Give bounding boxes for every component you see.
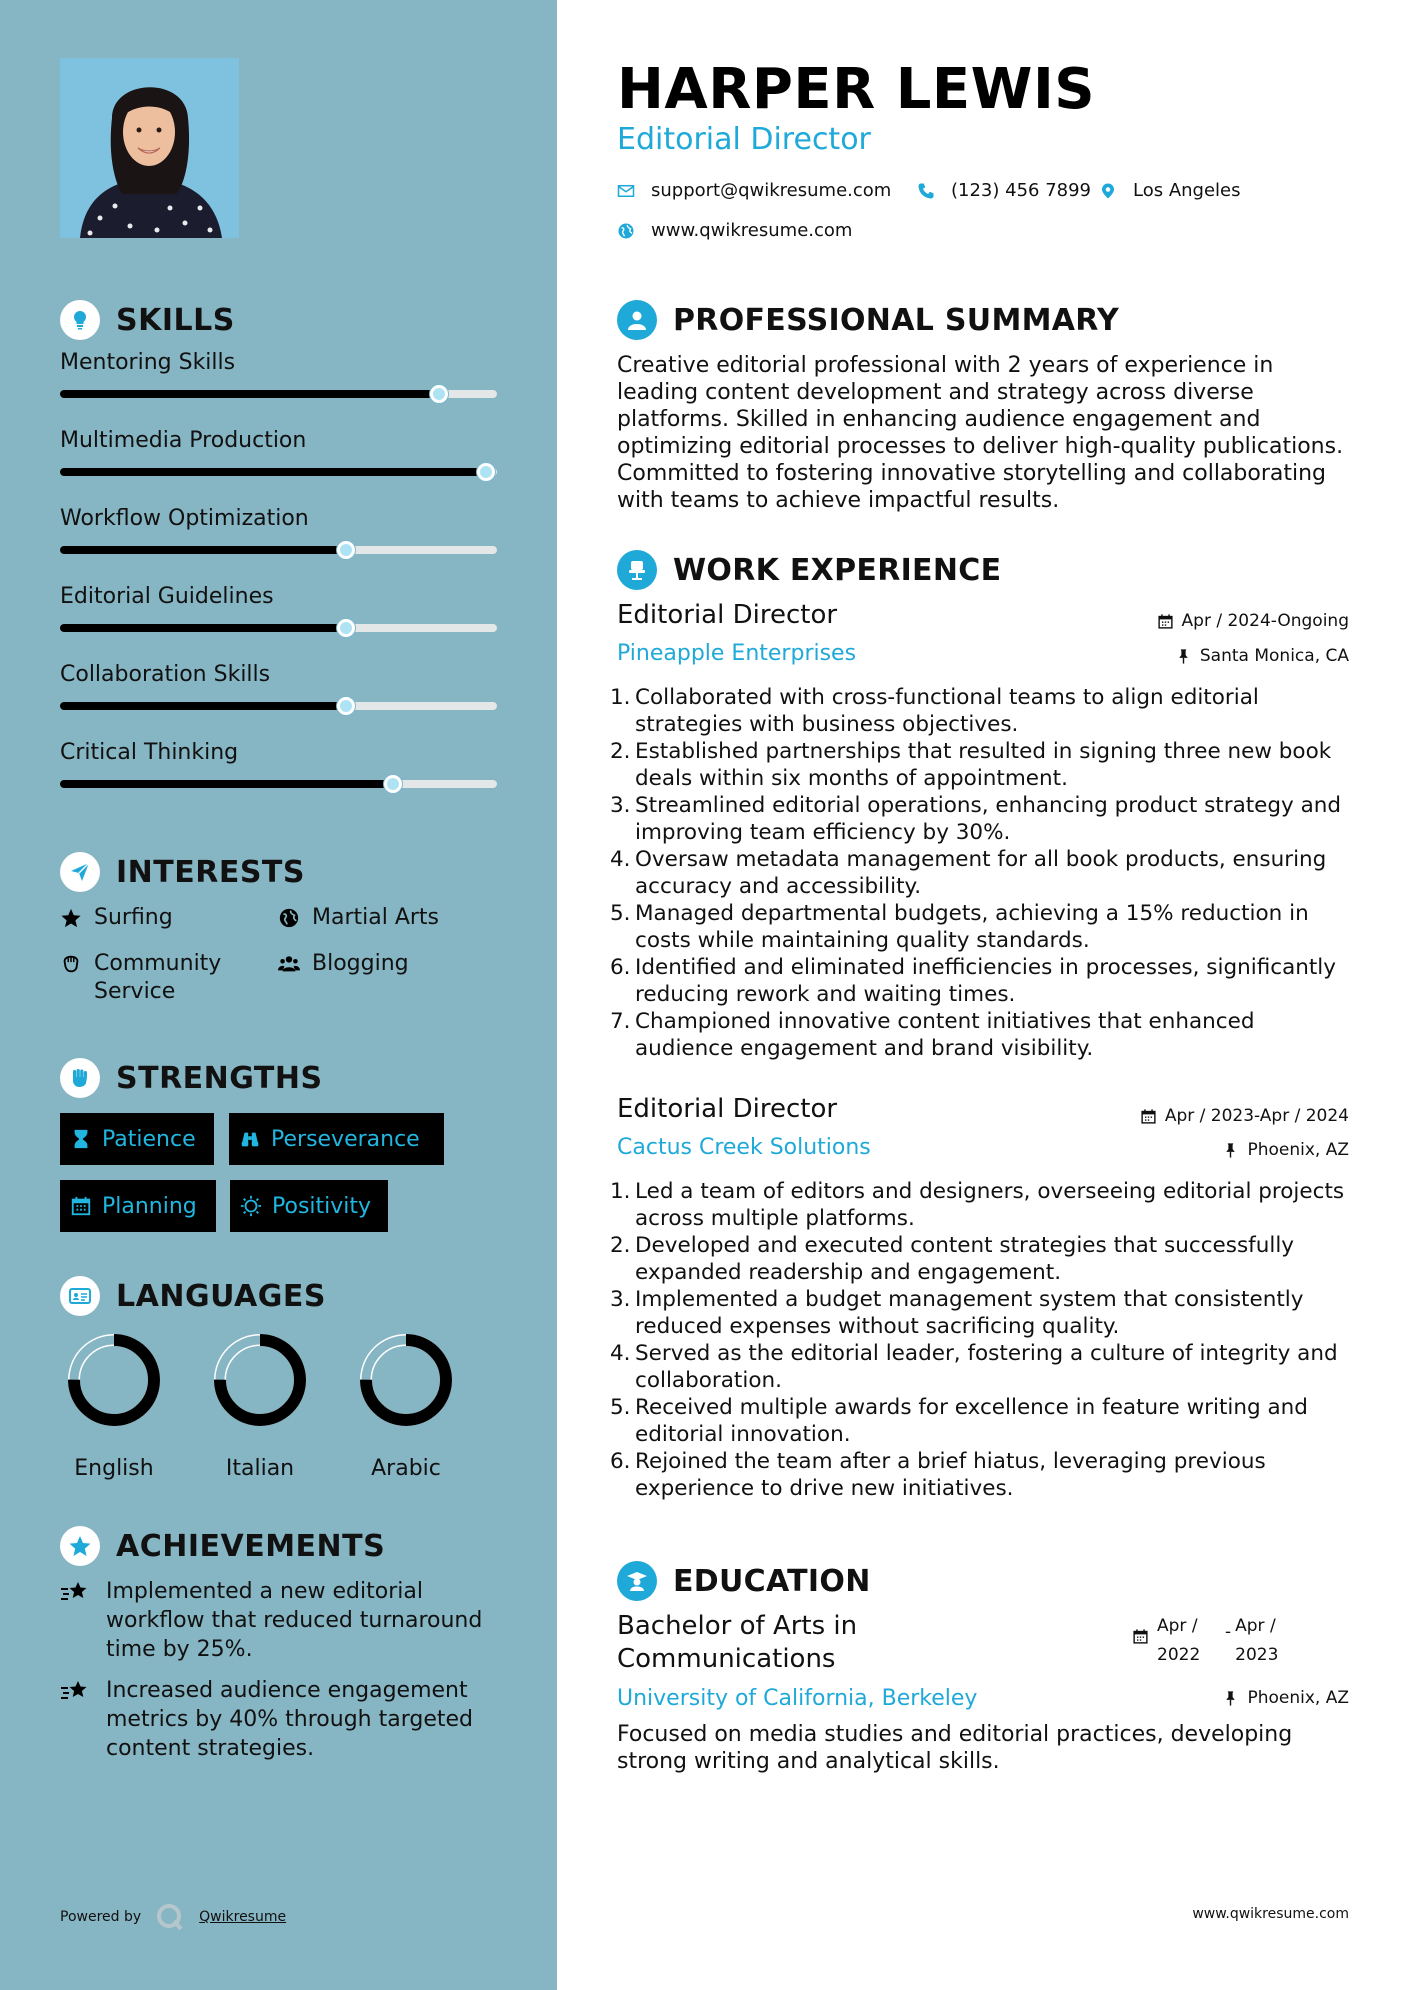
achievement-text: Increased audience engagement metrics by 40% through targeted content strategies. [106,1678,473,1761]
job-bullet [610,1448,1350,1502]
strength-badge [230,1180,388,1232]
skill-row [60,350,497,375]
pushpin-icon [1222,1690,1239,1707]
skill-row [60,584,497,609]
skill-row [60,428,497,453]
qwikresume-logo-icon [155,1902,185,1932]
skill-bar-fill [60,390,436,398]
strength-label: Positivity [272,1193,372,1219]
calendar-icon [1132,1628,1149,1645]
users-icon [278,953,300,975]
graduate-icon [617,1561,657,1601]
bullet-text: Developed and executed content strategies that successfully expanded readership and engagement. [635,1233,1295,1285]
bullet-number: 3. [610,793,631,818]
bullet-number: 2. [610,739,631,764]
job-dates [1157,611,1349,631]
experience-heading [617,550,1001,590]
language-label: English [74,1456,154,1481]
skill-bar-knob [337,697,355,715]
languages-heading [60,1276,326,1316]
job-bullets [610,1178,1350,1502]
contact-location [1099,180,1241,201]
job-bullets [610,684,1350,1062]
skills-title: SKILLS [116,302,235,338]
education-heading [617,1561,871,1601]
language-ring [358,1332,454,1428]
education-dates [1132,1612,1289,1670]
bullet-text: Collaborated with cross-functional teams to align editorial strategies with business objectives. [635,685,1259,737]
interest-item [60,950,260,1006]
job-location [1222,1140,1349,1160]
job-bullet [610,738,1350,792]
bullet-text: Championed innovative content initiatives that enhanced audience engagement and brand visibility. [635,1009,1255,1061]
candidate-role: Editorial Director [617,122,871,157]
hourglass-icon [70,1128,92,1150]
language-item [358,1332,454,1481]
phone-text: (123) 456 7899 [951,180,1092,201]
profile-photo [60,58,239,238]
experience-title: WORK EXPERIENCE [673,552,1002,588]
strength-badge [60,1113,214,1165]
bullet-text: Implemented a budget management system that consistently reduced expenses without sacrificing quality. [635,1287,1304,1339]
job-bullet [610,1178,1350,1232]
languages-title: LANGUAGES [116,1278,326,1314]
skill-bar-fill [60,468,483,476]
skill-bar [60,702,497,710]
achievement-text: Implemented a new editorial workflow that reduced turnaround time by 25%. [106,1579,483,1662]
pushpin-icon [1222,1142,1239,1159]
job-bullet [610,900,1350,954]
skill-name: Multimedia Production [60,428,307,453]
education-end: Apr / 2023 [1235,1616,1279,1665]
interest-label: Martial Arts [312,905,440,930]
location-text: Los Angeles [1133,180,1241,201]
interest-item [278,904,439,932]
globe-icon [617,222,635,240]
pushpin-icon [1175,648,1192,665]
interest-label: Blogging [312,951,409,976]
shooting-star-icon [60,1678,90,1704]
lightbulb-icon [60,300,100,340]
skill-bar-fill [60,780,390,788]
job-bullet [610,846,1350,900]
bullet-text: Received multiple awards for excellence in feature writing and editorial innovation. [635,1395,1308,1447]
job-bullet [610,1340,1350,1394]
calendar-icon [1140,1108,1157,1125]
contact-phone [917,180,1091,201]
job-company: Pineapple Enterprises [617,641,857,666]
achievements-heading [60,1526,385,1566]
job-location-text: Phoenix, AZ [1247,1140,1349,1160]
job-bullet [610,1008,1350,1062]
footer-website[interactable]: www.qwikresume.com [1192,1906,1349,1922]
job-dates [1140,1106,1349,1126]
language-item [212,1332,308,1481]
education-start: Apr / 2022 [1157,1616,1201,1665]
user-icon [617,300,657,340]
summary-heading [617,300,1119,340]
skill-bar [60,390,497,398]
job-location [1175,646,1349,666]
skill-row [60,506,497,531]
skill-name: Mentoring Skills [60,350,236,375]
skill-bar-knob [477,463,495,481]
skill-bar-knob [430,385,448,403]
hand-icon [60,953,82,975]
skill-name: Workflow Optimization [60,506,309,531]
contact-website [617,220,852,241]
skill-name: Collaboration Skills [60,662,271,687]
phone-icon [917,182,935,200]
achievement-item [60,1577,500,1664]
job-location-text: Santa Monica, CA [1199,646,1349,666]
briefcase-chair-icon [617,550,657,590]
bullet-number: 5. [610,1395,631,1420]
skills-heading [60,300,235,340]
job-bullet [610,954,1350,1008]
bullet-number: 7. [610,1009,631,1034]
education-description: Focused on media studies and editorial practices, developing strong writing and analytical skills. [617,1722,1293,1774]
skill-bar [60,468,497,476]
education-location-text: Phoenix, AZ [1247,1688,1349,1708]
language-label: Arabic [371,1456,441,1481]
job-bullet [610,792,1350,846]
envelope-icon [617,182,635,200]
bullet-number: 1. [610,1179,631,1204]
paper-plane-icon [60,852,100,892]
skill-bar-knob [337,619,355,637]
strength-label: Patience [102,1126,196,1152]
calendar-icon [1157,613,1174,630]
sidebar [0,0,557,1990]
bullet-text: Oversaw metadata management for all book products, ensuring accuracy and accessibility. [635,847,1327,899]
binoculars-icon [239,1128,261,1150]
map-pin-icon [1099,182,1117,200]
interests-title: INTERESTS [116,854,305,890]
bullet-number: 4. [610,847,631,872]
strength-badge [229,1113,444,1165]
language-ring [212,1332,308,1428]
id-card-icon [60,1276,100,1316]
skill-bar-fill [60,624,343,632]
job-bullet [610,1286,1350,1340]
language-label: Italian [225,1456,295,1481]
job-title: Editorial Director [617,600,838,630]
star-icon [60,907,82,929]
strength-label: Perseverance [271,1126,420,1152]
bullet-number: 6. [610,955,631,980]
strength-label: Planning [102,1193,197,1219]
job-dates-text: Apr / 2024-Ongoing [1181,611,1349,631]
bullet-text: Led a team of editors and designers, overseeing editorial projects across multiple platforms. [635,1179,1345,1231]
job-company: Cactus Creek Solutions [617,1135,871,1160]
summary-title: PROFESSIONAL SUMMARY [673,302,1120,338]
job-bullet [610,684,1350,738]
interest-label: Surfing [94,905,173,930]
bullet-number: 6. [610,1449,631,1474]
education-school: University of California, Berkeley [617,1686,978,1711]
bullet-number: 3. [610,1287,631,1312]
skill-name: Editorial Guidelines [60,584,274,609]
interest-item [60,904,173,932]
strength-badge [60,1180,216,1232]
education-date-separator: - [1225,1622,1232,1642]
strengths-title: STRENGTHS [116,1060,323,1096]
star-badge-icon [60,1526,100,1566]
globe-icon [278,907,300,929]
bullet-number: 4. [610,1341,631,1366]
email-text[interactable]: support@qwikresume.com [651,180,892,201]
interest-label: Community Service [94,951,222,1004]
skill-bar-fill [60,546,343,554]
bullet-text: Managed departmental budgets, achieving a 15% reduction in costs while maintaining quality standards. [635,901,1309,953]
interest-item [278,950,409,978]
shooting-star-icon [60,1579,90,1605]
candidate-name: HARPER LEWIS [617,57,1096,122]
education-location [1222,1688,1349,1708]
calendar-icon [70,1195,92,1217]
language-ring [66,1332,162,1428]
bullet-text: Streamlined editorial operations, enhancing product strategy and improving team efficiency by 30%. [635,793,1342,845]
achievements-title: ACHIEVEMENTS [116,1528,386,1564]
contact-email [617,180,891,201]
powered-brand-link[interactable]: Qwikresume [199,1909,287,1925]
language-item [66,1332,162,1481]
strengths-heading [60,1058,323,1098]
interests-heading [60,852,305,892]
fist-icon [60,1058,100,1098]
website-text[interactable]: www.qwikresume.com [651,220,853,241]
powered-by [60,1902,286,1932]
bullet-number: 2. [610,1233,631,1258]
job-dates-text: Apr / 2023-Apr / 2024 [1164,1106,1349,1126]
bullet-number: 5. [610,901,631,926]
skill-bar [60,780,497,788]
achievement-item [60,1676,500,1763]
skill-bar-knob [337,541,355,559]
job-bullet [610,1394,1350,1448]
bullet-number: 1. [610,685,631,710]
bullet-text: Served as the editorial leader, fostering a culture of integrity and collaboration. [635,1341,1338,1393]
skill-row [60,662,497,687]
skill-name: Critical Thinking [60,740,239,765]
skill-bar [60,546,497,554]
powered-prefix: Powered by [60,1909,142,1925]
bullet-text: Rejoined the team after a brief hiatus, leveraging previous experience to drive new initiatives. [635,1449,1266,1501]
bullet-text: Identified and eliminated inefficiencies in processes, significantly reducing rework and waiting times. [635,955,1336,1007]
education-title: EDUCATION [673,1563,871,1599]
sun-icon [240,1195,262,1217]
skill-bar [60,624,497,632]
job-title: Editorial Director [617,1094,838,1124]
summary-text: Creative editorial professional with 2 years of experience in leading content development and strategy across diverse platforms. Skilled in enhancing audience engagement and optimizing editorial processes to deliver high-quality publications. Committed to fostering innovative storytelling and collaborating with teams to achieve impactful results. [617,353,1344,513]
skill-bar-knob [384,775,402,793]
skill-row [60,740,497,765]
education-degree: Bachelor of Arts in Communications [617,1611,858,1674]
job-bullet [610,1232,1350,1286]
skill-bar-fill [60,702,343,710]
bullet-text: Established partnerships that resulted in signing three new book deals within six months of appointment. [635,739,1332,791]
